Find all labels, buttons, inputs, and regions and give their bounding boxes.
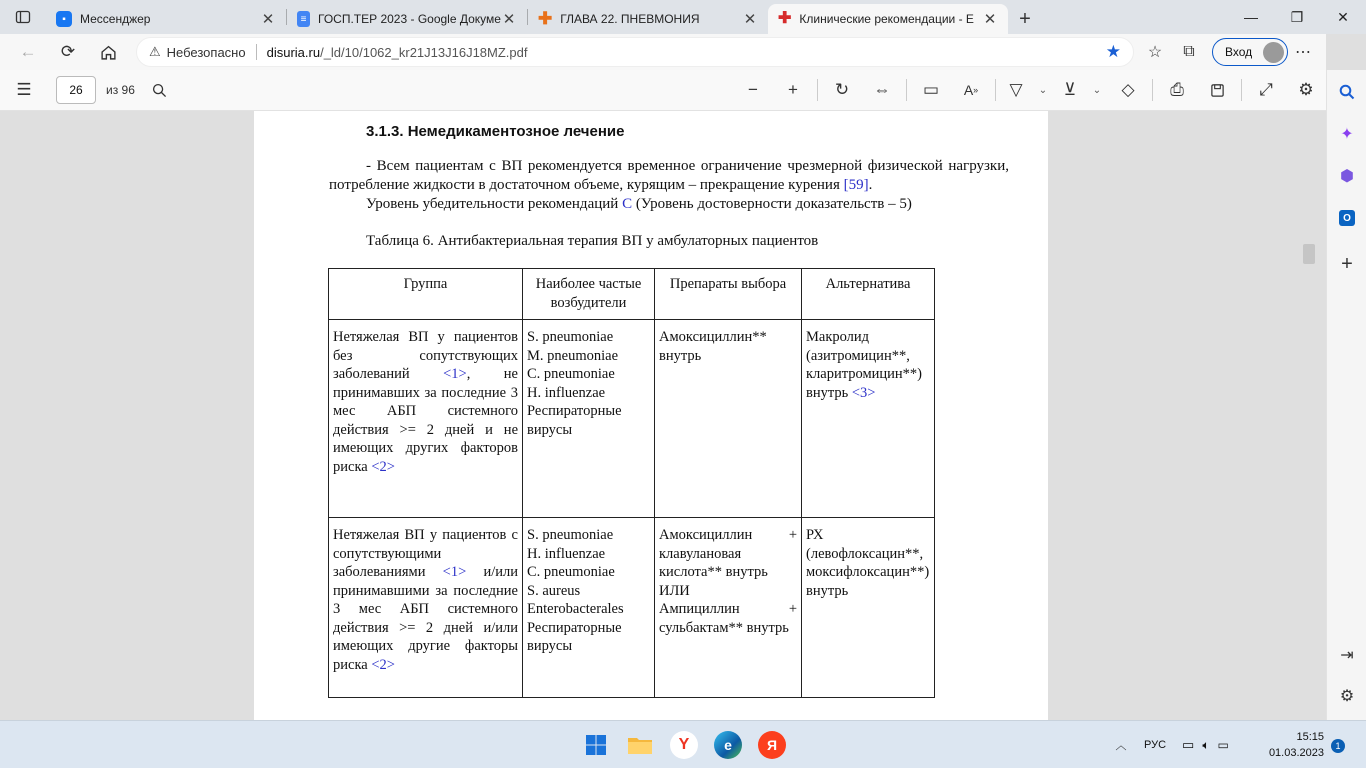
toolbar-separator (1152, 79, 1153, 101)
chevron-down-icon[interactable]: ⌄ (1038, 84, 1048, 96)
new-tab-button[interactable]: + (1019, 7, 1031, 30)
drug-option: Ампициллин + сульбактам** внутрь (659, 601, 797, 636)
security-status[interactable]: Небезопасно (166, 44, 246, 60)
recommendation-paragraph (329, 157, 1009, 195)
toolbar-separator (817, 79, 818, 101)
group-text: и/или принимавшими за последние 3 мес АБП системного действия >= 2 дней и/или имеющих другие факторы риска (333, 564, 518, 673)
zoom-in-icon[interactable]: + (788, 80, 798, 99)
pathogen-item: M. pneumoniae (527, 347, 619, 364)
sidebar-settings-icon[interactable]: ⚙ (1339, 688, 1355, 705)
zoom-out-icon[interactable]: − (748, 80, 758, 99)
chevron-down-icon[interactable]: ⌄ (1092, 84, 1102, 96)
pathogen-item: S. pneumoniae (527, 527, 614, 543)
yandex-icon[interactable]: Я (758, 731, 786, 759)
minimize-button[interactable]: — (1244, 9, 1258, 25)
section-heading: 3.1.3. Немедикаментозное лечение (366, 123, 625, 140)
tab-google-docs[interactable] (287, 4, 527, 34)
therapy-table (328, 268, 935, 698)
pathogen-item: C. pneumoniae (527, 366, 615, 382)
table-header-row (329, 269, 935, 320)
signin-button[interactable] (1212, 38, 1288, 66)
alternative-cell (802, 320, 935, 518)
header-cell: Препараты выбора (655, 269, 802, 320)
clock-time: 15:15 (1296, 731, 1324, 743)
group-cell (329, 518, 523, 698)
display-icon[interactable]: ▭ (1182, 737, 1195, 752)
citation-link[interactable]: [59] (843, 177, 869, 193)
close-window-button[interactable]: ✕ (1337, 8, 1349, 25)
pathogens-cell (523, 320, 655, 518)
pathogen-item: Респираторные вирусы (527, 619, 622, 654)
alternative-text: Макролид (азитромицин**, кларитромицин**) внутрь (806, 329, 923, 401)
evidence-text-end: (Уровень достоверности доказательств – 5) (632, 196, 912, 212)
footnote-link[interactable]: <1> (443, 366, 467, 382)
tab-title: ГЛАВА 22. ПНЕВМОНИЯ (560, 12, 700, 26)
group-text: Нетяжелая ВП у пациентов без сопутствующих заболеваний (333, 329, 518, 382)
battery-icon[interactable]: ▭ (1217, 738, 1229, 752)
windows-start-icon[interactable] (582, 731, 610, 759)
settings-gear-icon[interactable]: ⚙ (1298, 80, 1314, 99)
signin-label: Вход (1225, 45, 1253, 59)
copilot-sparkle-icon[interactable]: ✦ (1340, 126, 1354, 143)
paragraph-text: - Всем пациентам с ВП рекомендуется временное ограничение чрезмерной физической нагрузки, потребление жидкости в достаточном объеме, курящим – прекращение курения (329, 158, 1009, 193)
toolbar-separator (906, 79, 907, 101)
address-bar (0, 34, 1326, 70)
chevron-up-icon[interactable]: ︿ (1115, 740, 1127, 752)
messenger-icon: ▪ (56, 11, 72, 27)
table-caption: Таблица 6. Антибактериальная терапия ВП у амбулаторных пациентов (366, 233, 819, 249)
office-icon[interactable]: ⬢ (1340, 168, 1354, 185)
table-of-contents-icon[interactable]: ☰ (16, 80, 32, 99)
footnote-link[interactable]: <2> (371, 458, 395, 475)
close-tab-icon[interactable]: ✕ (261, 11, 275, 28)
header-cell: Наиболее частые возбудители (523, 269, 655, 320)
hide-sidebar-icon[interactable]: ⇥ (1340, 647, 1354, 664)
footnote-link[interactable]: <1> (442, 564, 467, 580)
favorites-icon[interactable]: ☆ (1147, 44, 1163, 61)
table-row (329, 518, 935, 698)
highlight-icon[interactable]: ⊻ (1063, 80, 1077, 99)
paragraph-end: . (868, 177, 873, 193)
collections-icon[interactable]: ⧉ (1183, 43, 1195, 60)
tab-title: Клинические рекомендации - Е (799, 12, 974, 26)
table-row (329, 320, 935, 518)
language-indicator[interactable]: РУС (1144, 739, 1167, 751)
pathogens-cell (523, 518, 655, 698)
back-button[interactable]: ← (19, 42, 37, 61)
page-view-icon[interactable]: ▭ (922, 80, 940, 99)
restore-button[interactable]: ❐ (1290, 8, 1304, 25)
tab-pneumonia[interactable] (528, 4, 768, 34)
refresh-button[interactable]: ⟳ (60, 42, 76, 61)
fullscreen-icon[interactable]: ⤢ (1259, 80, 1273, 99)
pathogen-item: H. influenzae (527, 384, 606, 401)
rotate-icon[interactable]: ↻ (834, 80, 850, 99)
pathogen-item: Респираторные вирусы (527, 403, 622, 438)
draw-icon[interactable]: ▽ (1009, 80, 1023, 99)
pathogen-item: C. pneumoniae (527, 564, 615, 580)
group-text: Нетяжелая ВП у пациентов с сопутствующими заболеваниями (333, 527, 518, 580)
save-icon[interactable] (1197, 70, 1237, 110)
eraser-icon[interactable]: ◇ (1121, 80, 1135, 99)
pathogen-item: S. pneumoniae (527, 329, 614, 345)
page-number-input[interactable]: 26 (56, 76, 96, 104)
drug-or: ИЛИ (659, 582, 690, 599)
print-icon[interactable]: ⎙ (1170, 80, 1184, 99)
group-text: , не принимавших за последние 3 мес АБП системного действия >= 2 дней и не имеющих других факторов риска (333, 366, 518, 475)
close-tab-icon[interactable]: ✕ (983, 11, 997, 28)
alternative-cell: РХ (левофлоксацин**, моксифлоксацин**) внутрь (802, 518, 935, 698)
file-explorer-icon[interactable] (626, 731, 654, 759)
pathogen-item: S. aureus (527, 582, 581, 599)
warning-icon[interactable]: ⚠ (149, 44, 161, 59)
clock[interactable] (1266, 729, 1324, 761)
yandex-browser-icon[interactable]: Y (670, 731, 698, 759)
toolbar-separator (995, 79, 996, 101)
red-cross-icon: ✚ (778, 10, 792, 27)
read-aloud-icon[interactable]: A » (963, 82, 979, 98)
favorite-star-icon[interactable]: ★ (1105, 42, 1121, 61)
evidence-level-paragraph (329, 195, 1009, 214)
url-separator (256, 44, 257, 60)
google-docs-icon: ≡ (297, 11, 310, 27)
drugs-cell: Амоксициллин** внутрь (655, 320, 802, 518)
workspaces-icon[interactable] (0, 0, 46, 34)
footnote-link[interactable]: <2> (371, 656, 395, 673)
url-field[interactable] (136, 37, 1134, 67)
search-icon[interactable] (1335, 80, 1359, 104)
close-tab-icon[interactable]: ✕ (502, 11, 516, 28)
pathogen-item: H. influenzae (527, 545, 606, 562)
drug-option: Амоксициллин + клавулановая кислота** внутрь (659, 527, 797, 580)
evidence-text: Уровень убедительности рекомендаций (366, 196, 623, 212)
pdf-viewport[interactable] (0, 111, 1326, 720)
page-total: из 96 (106, 83, 135, 97)
close-tab-icon[interactable]: ✕ (743, 11, 757, 28)
footnote-link[interactable]: <3> (851, 384, 876, 401)
avatar (1263, 42, 1284, 63)
notification-badge[interactable]: 1 (1331, 739, 1345, 753)
tab-clinical-guidelines[interactable] (768, 4, 1008, 34)
tab-messenger[interactable] (46, 4, 286, 34)
pdf-toolbar (0, 70, 1326, 111)
tab-bar (0, 0, 1366, 34)
fit-to-width-icon[interactable]: ⇔ (873, 80, 891, 99)
tab-title: ГОСП.ТЕР 2023 - Google Докуме (318, 12, 501, 26)
volume-icon[interactable]: 🔈︎ (1202, 737, 1210, 752)
home-button[interactable] (88, 34, 128, 70)
home-icon (100, 44, 117, 61)
header-cell: Группа (329, 269, 523, 320)
pdf-page (254, 111, 1048, 720)
windows-taskbar (0, 720, 1366, 768)
system-tray (1112, 721, 1229, 768)
add-sidebar-app-icon[interactable]: + (1341, 252, 1353, 275)
url-path: /_ld/10/1062_kr21J13J16J18MZ.pdf (320, 44, 528, 60)
medical-cross-icon: ✚ (538, 9, 553, 28)
url-domain: disuria.ru (266, 44, 321, 60)
scrollbar-thumb[interactable] (1303, 244, 1315, 264)
drugs-cell (655, 518, 802, 698)
search-icon[interactable] (145, 70, 175, 110)
clock-date: 01.03.2023 (1268, 747, 1324, 759)
grade-link[interactable]: С (622, 196, 633, 212)
group-cell (329, 320, 523, 518)
edge-browser-icon[interactable]: e (714, 731, 742, 759)
header-cell: Альтернатива (802, 269, 935, 320)
more-options-icon[interactable]: ⋯ (1295, 44, 1311, 61)
toolbar-separator (1241, 79, 1242, 101)
tab-title: Мессенджер (80, 12, 151, 26)
outlook-icon[interactable]: O (1335, 206, 1359, 230)
edge-sidebar (1326, 70, 1366, 720)
pathogen-item: Enterobacterales (527, 601, 624, 617)
